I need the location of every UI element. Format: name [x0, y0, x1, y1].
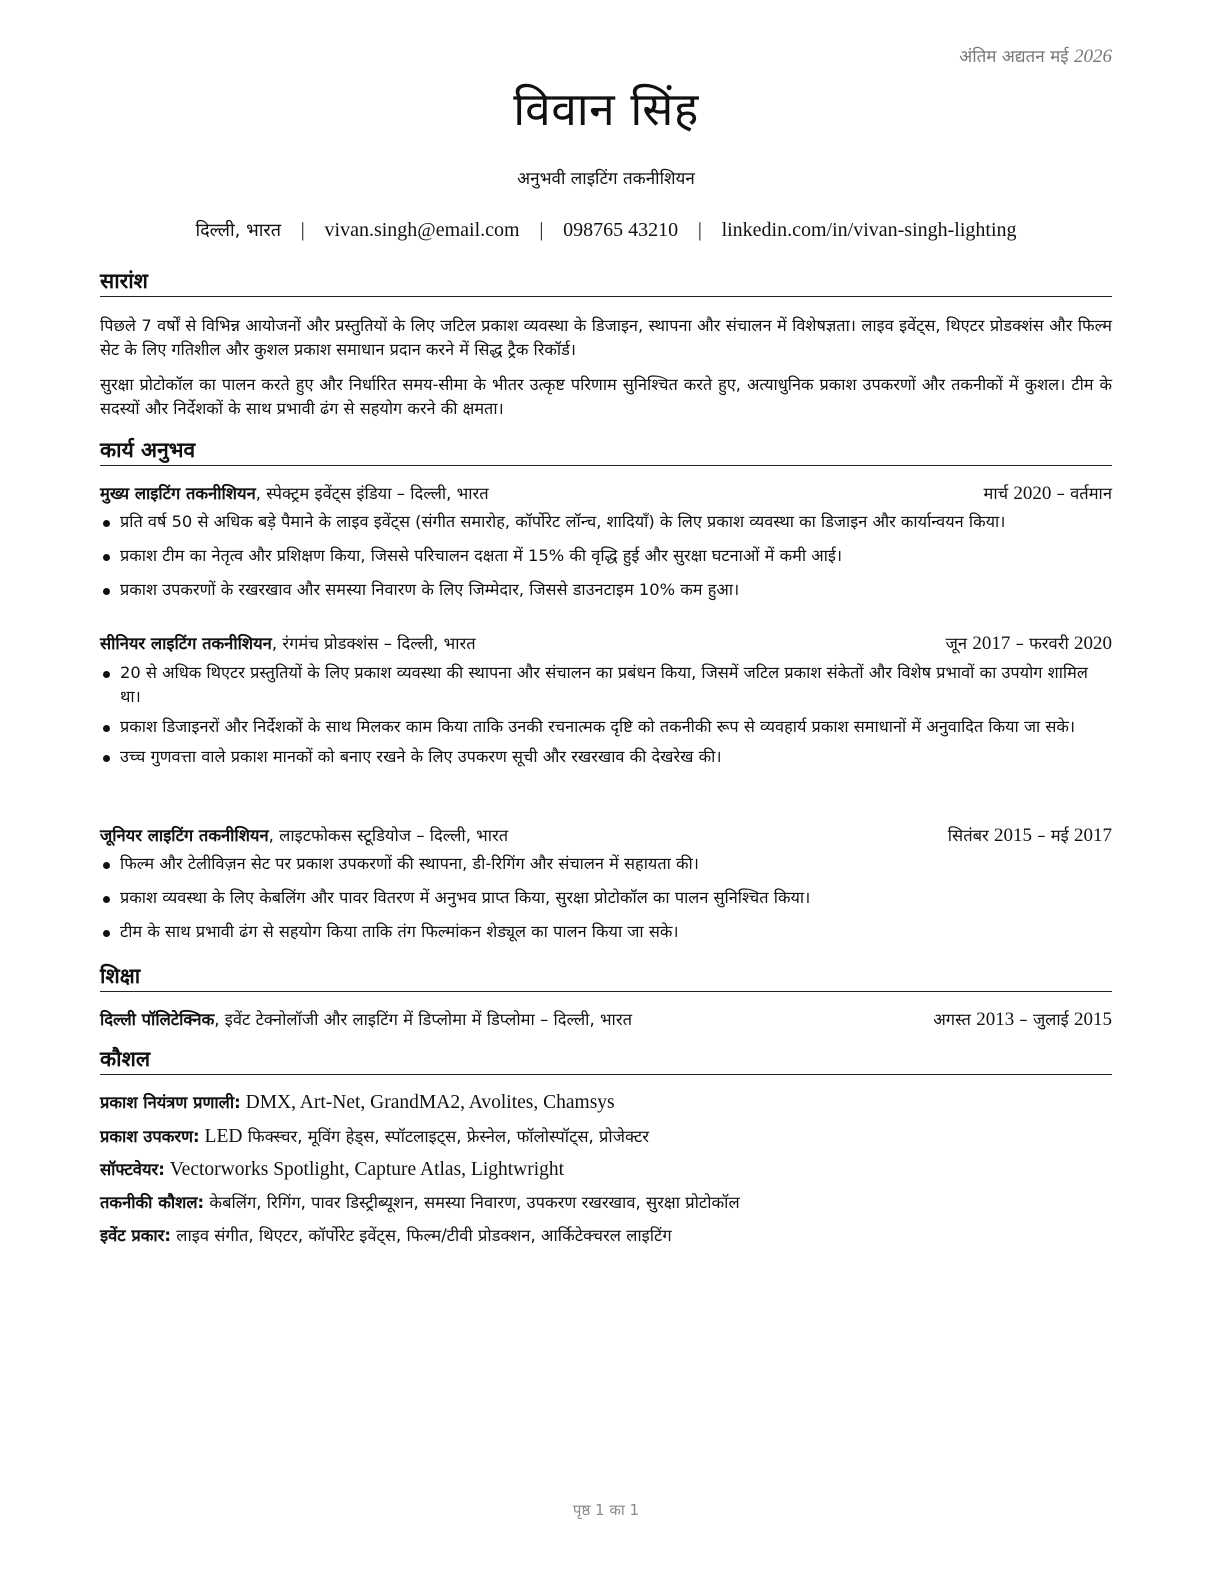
skill-label: प्रकाश नियंत्रण प्रणाली:	[100, 1093, 241, 1112]
skill-row	[100, 1090, 1112, 1114]
contact-line	[100, 218, 1112, 242]
list-item: 20 से अधिक थिएटर प्रस्तुतियों के लिए प्रकाश व्यवस्था की स्थापना और संचालन का प्रबंधन किया, जिसमें जटिल प्रकाश संकेतों और विशेष प्रभावों का उपयोग शामिल था।	[100, 661, 1112, 709]
list-item: फिल्म और टेलीविज़न सेट पर प्रकाश उपकरणों की स्थापना, डी-रिगिंग और संचालन में सहायता की।	[100, 852, 1112, 876]
date-start-year: 2020	[1013, 483, 1052, 504]
date-separator: –	[1051, 484, 1071, 503]
date-end: जुलाई	[1032, 1010, 1069, 1029]
job-org: , रंगमंच प्रोडक्शंस – दिल्ली, भारत	[271, 634, 476, 653]
job-header	[100, 823, 1112, 847]
last-updated	[959, 44, 1112, 68]
date-start-month: जून	[945, 634, 968, 653]
section-heading-summary: सारांश	[100, 268, 1112, 297]
contact-separator: |	[539, 219, 544, 241]
job-dates	[983, 481, 1112, 505]
date-start-month: मार्च	[983, 484, 1009, 503]
skill-label: तकनीकी कौशल:	[100, 1193, 205, 1212]
skill-row	[100, 1157, 1112, 1181]
skill-value: फिक्स्चर, मूविंग हेड्स, स्पॉटलाइट्स, फ्रेस्नेल, फॉलोस्पॉट्स, प्रोजेक्टर	[242, 1127, 650, 1146]
date-end: वर्तमान	[1070, 484, 1112, 503]
section-heading-experience: कार्य अनुभव	[100, 437, 1112, 466]
skill-value: लाइव संगीत, थिएटर, कॉर्पोरेट इवेंट्स, फिल्म/टीवी प्रोडक्शन, आर्किटेक्चरल लाइटिंग	[171, 1226, 672, 1245]
skill-row	[100, 1124, 1112, 1148]
contact-phone[interactable]: 098765 43210	[563, 219, 679, 241]
list-item: टीम के साथ प्रभावी ढंग से सहयोग किया ताकि तंग फिल्मांकन शेड्यूल का पालन किया जा सके।	[100, 920, 1112, 944]
date-start-month: अगस्त	[933, 1010, 971, 1029]
contact-separator: |	[697, 219, 702, 241]
date-start-year: 2017	[972, 633, 1011, 654]
page-number: पृष्ठ 1 का 1	[572, 1501, 640, 1519]
summary-paragraph-2: सुरक्षा प्रोटोकॉल का पालन करते हुए और निर्धारित समय-सीमा के भीतर उत्कृष्ट परिणाम सुनिश्चित करते हुए, अत्याधुनिक प्रकाश उपकरणों और तकनीकों में कुशल। टीम के सदस्यों और निर्देशकों के साथ प्रभावी ढंग से सहयोग करने की क्षमता।	[100, 375, 1112, 418]
job-dates	[946, 631, 1112, 655]
job-org: , स्पेक्ट्रम इवेंट्स इंडिया – दिल्ली, भारत	[255, 484, 489, 503]
contact-linkedin[interactable]: linkedin.com/in/vivan-singh-lighting	[721, 219, 1017, 241]
date-end-year: 2015	[1074, 1009, 1112, 1030]
skill-label: सॉफ्टवेयर:	[100, 1160, 165, 1179]
education-dates	[933, 1007, 1112, 1031]
job-title: जूनियर लाइटिंग तकनीशियन	[100, 826, 269, 845]
job-org: , लाइटफोकस स्टूडियोज – दिल्ली, भारत	[268, 826, 509, 845]
date-start-year: 2013	[976, 1009, 1015, 1030]
education-entry	[100, 1007, 1112, 1031]
section-heading-skills: कौशल	[100, 1046, 1112, 1075]
date-end-year: 2017	[1074, 825, 1112, 846]
job-header	[100, 481, 1112, 505]
skill-label: इवेंट प्रकार:	[100, 1226, 172, 1245]
job-title: मुख्य लाइटिंग तकनीशियन	[100, 484, 256, 503]
education-institution: दिल्ली पॉलिटेक्निक	[100, 1010, 215, 1029]
date-end: फरवरी	[1029, 634, 1069, 653]
date-end: मई	[1050, 826, 1069, 845]
job-title: सीनियर लाइटिंग तकनीशियन	[100, 634, 272, 653]
candidate-subtitle: अनुभवी लाइटिंग तकनीशियन	[517, 169, 695, 189]
last-updated-label: अंतिम अद्यतन मई	[959, 47, 1069, 67]
skill-value: DMX, Art-Net, GrandMA2, Avolites, Chamsys	[240, 1092, 615, 1113]
date-separator: –	[1032, 826, 1051, 845]
job-bullets	[100, 510, 1112, 602]
candidate-name: विवान सिंह	[513, 82, 699, 136]
skill-value: केबलिंग, रिगिंग, पावर डिस्ट्रीब्यूशन, समस्या निवारण, उपकरण रखरखाव, सुरक्षा प्रोटोकॉल	[204, 1193, 740, 1212]
contact-email[interactable]: vivan.singh@email.com	[324, 219, 520, 241]
list-item: प्रकाश उपकरणों के रखरखाव और समस्या निवारण के लिए जिम्मेदार, जिससे डाउनटाइम 10% कम हुआ।	[100, 578, 1112, 602]
last-updated-year: 2026	[1074, 46, 1112, 67]
summary-paragraph-1: पिछले 7 वर्षों से विभिन्न आयोजनों और प्रस्तुतियों के लिए जटिल प्रकाश व्यवस्था के डिजाइन, स्थापना और संचालन में विशेषज्ञता। लाइव इवेंट्स, थिएटर प्रोडक्शंस और फिल्म सेट के लिए गतिशील और कुशल प्रकाश समाधान प्रदान करने में सिद्ध ट्रैक रिकॉर्ड।	[100, 316, 1112, 359]
job-dates	[948, 823, 1112, 847]
date-start-month: सितंबर	[947, 826, 989, 845]
education-detail: , इवेंट टेक्नोलॉजी और लाइटिंग में डिप्लोमा में डिप्लोमा – दिल्ली, भारत	[214, 1010, 632, 1029]
resume-page	[100, 0, 1112, 1584]
date-start-year: 2015	[994, 825, 1033, 846]
list-item: उच्च गुणवत्ता वाले प्रकाश मानकों को बनाए रखने के लिए उपकरण सूची और रखरखाव की देखरेख की।	[100, 745, 1112, 769]
list-item: प्रकाश डिजाइनरों और निर्देशकों के साथ मिलकर काम किया ताकि उनकी रचनात्मक दृष्टि को तकनीकी रूप से व्यवहार्य प्रकाश समाधानों में अनुवादित किया जा सके।	[100, 715, 1112, 739]
section-heading-education: शिक्षा	[100, 963, 1112, 992]
job-bullets	[100, 852, 1112, 944]
skill-row	[100, 1190, 1112, 1213]
date-separator: –	[1010, 634, 1030, 653]
job-header	[100, 631, 1112, 655]
date-end-year: 2020	[1074, 633, 1112, 654]
list-item: प्रकाश व्यवस्था के लिए केबलिंग और पावर वितरण में अनुभव प्राप्त किया, सुरक्षा प्रोटोकॉल का पालन सुनिश्चित किया।	[100, 886, 1112, 910]
skill-label: प्रकाश उपकरण:	[100, 1127, 200, 1146]
contact-location: दिल्ली, भारत	[195, 220, 282, 241]
skill-value-latin: LED	[199, 1126, 243, 1147]
list-item: प्रति वर्ष 50 से अधिक बड़े पैमाने के लाइव इवेंट्स (संगीत समारोह, कॉर्पोरेट लॉन्च, शादियाँ) के लिए प्रकाश व्यवस्था का डिजाइन और कार्यान्वयन किया।	[100, 510, 1112, 534]
list-item: प्रकाश टीम का नेतृत्व और प्रशिक्षण किया, जिससे परिचालन दक्षता में 15% की वृद्धि हुई और सुरक्षा घटनाओं में कमी आई।	[100, 544, 1112, 568]
skill-value: Vectorworks Spotlight, Capture Atlas, Lightwright	[164, 1159, 565, 1180]
contact-separator: |	[300, 219, 305, 241]
skill-row	[100, 1223, 1112, 1246]
job-bullets	[100, 661, 1112, 769]
date-separator: –	[1014, 1010, 1033, 1029]
